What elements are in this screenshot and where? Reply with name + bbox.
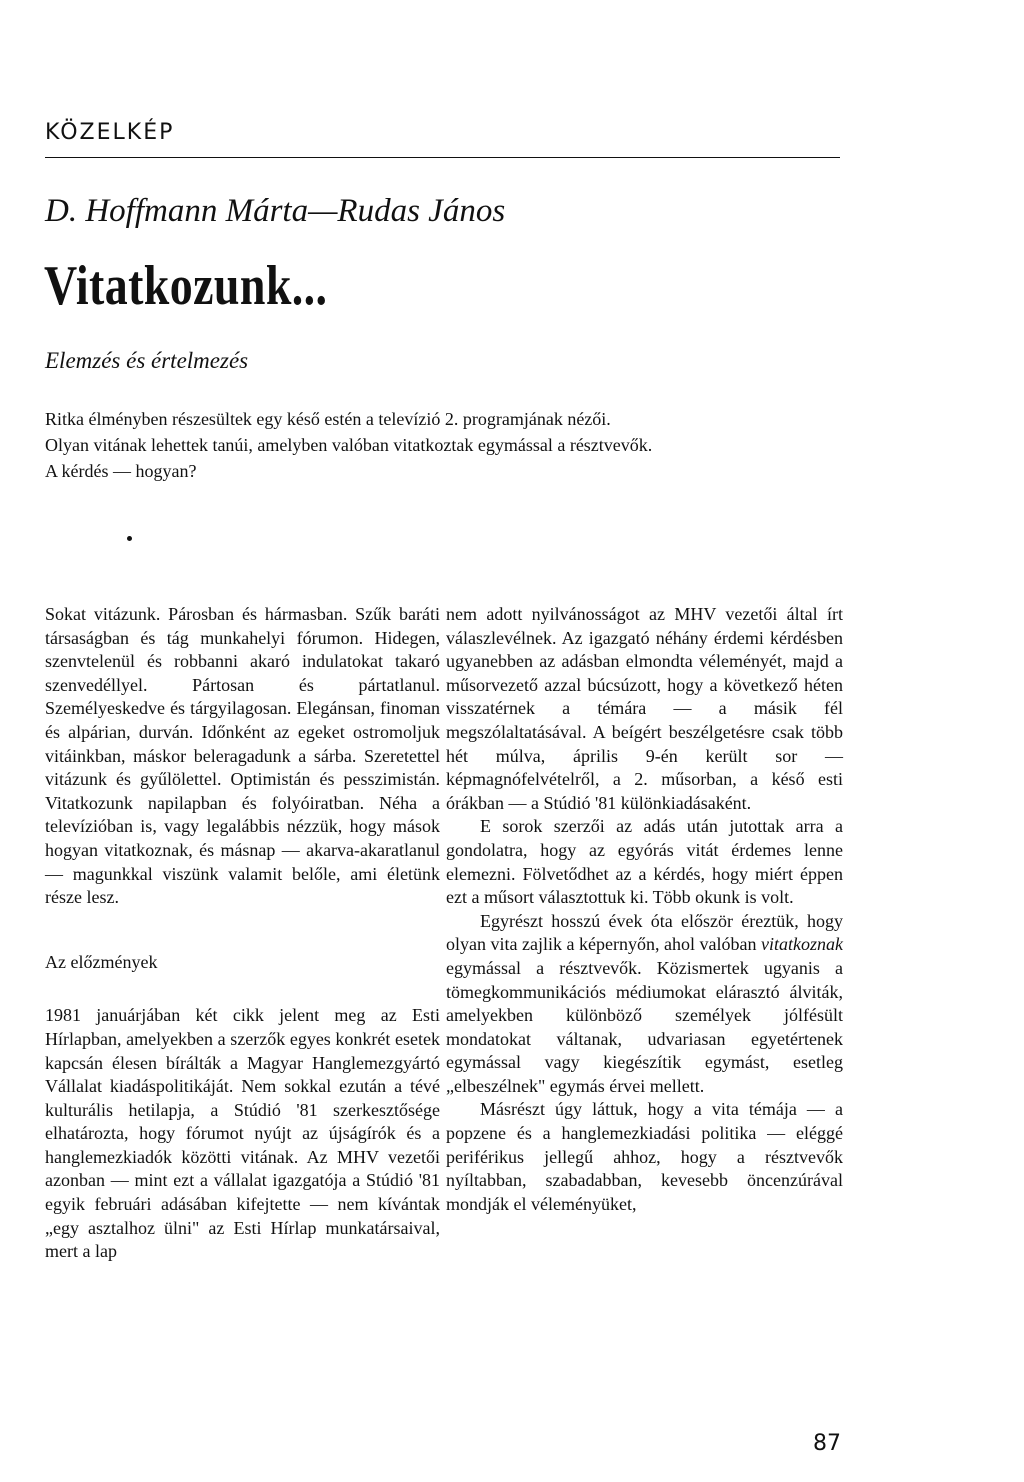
body-paragraph: 1981 januárjában két cikk jelent meg az Esti Hírlapban, amelyekben a szerzők egyes konkrét esetek kapcsán élesen bírálták a Magyar Hanglemezgyártó Vállalat kiadáspolitikáját. Nem sokkal ezután a tévé kulturális hetilapja, a Stúdió '81 szerkesztősége elhatározta, hogy fórumot nyújt az újságírók és a hanglemezkiadók közötti vitának. Az MHV vezetői azonban — mint ezt a vállalat igazgatója a Stúdió '81 egyik februári adásában kifejtette — nem kívántak „egy asztalhoz ülni" az Esti Hírlap munkatársaival, mert a lap xyxy=(45,1005,440,1262)
right-column xyxy=(446,603,843,1216)
left-column xyxy=(45,603,440,1264)
page-number: 87 xyxy=(813,1431,841,1456)
emphasized-word: vitatkoznak xyxy=(761,934,843,955)
text-run: Egyrészt hosszú évek óta először éreztük, hogy olyan vita zajlik a képernyőn, ahol valóban xyxy=(446,910,843,955)
lead-line: Ritka élményben részesültek egy késő estén a televízió 2. programjának nézői. xyxy=(45,409,611,429)
article-lead xyxy=(45,406,845,484)
section-separator-dot xyxy=(127,536,132,541)
body-paragraph: nem adott nyilvánosságot az MHV vezetői által írt válaszlevélnek. Az igazgató néhány érdemi kérdésben ugyanebben az adásban elmondta véleményét, majd a műsorvezető azzal búcsúzott, hogy a következő héten visszatérnek a témára — a másik fél megszólaltatásával. A beígért beszélgetésre csak több hét múlva, április 9-én került sor — képmagnófelvételről, a 2. műsorban, a késő esti órákban — a Stúdió '81 különkiadásaként. xyxy=(446,604,843,813)
section-subheading: Az előzmények xyxy=(45,951,158,972)
body-paragraph: Másrészt úgy láttuk, hogy a vita témája — a popzene és a hanglemezkiadási politika — eléggé periférikus jellegű ahhoz, hogy a résztvevők nyíltabban, szabadabban, kevesebb öncenzúrával mondják el véleményüket, xyxy=(446,1099,843,1214)
body-paragraph: E sorok szerzői az adás után jutottak arra a gondolatra, hogy az egyórás vitát érdemes lenne elemezni. Fölvetődhet az a kérdés, hogy miért éppen ezt a műsort választottuk ki. Több okunk is volt. xyxy=(446,816,843,908)
intro-paragraph: Sokat vitázunk. Párosban és hármasban. Szűk baráti társaságban és tág munkahelyi fórumon. Hidegen, szenvtelenül és robbanni akaró indulatokat takaró szenvedéllyel. Pártosan és pártatlanul. Személyeskedve és tárgyilagosan. Elegánsan, finoman és alpárian, durván. Időnként az egeket ostromoljuk vitáinkban, máskor beleragadunk a sárba. Szeretettel vitázunk és gyűlölettel. Optimistán és pesszimistán. Vitatkozunk napilapban és folyóiratban. Néha a televízióban is, vagy legalábbis nézzük, hogy mások hogyan vitatkoznak, és másnap — akarva-akaratlanul — magunkkal viszünk valamit belőle, ami életünk része lesz. xyxy=(45,604,440,908)
text-run: egymással a résztvevők. Közismertek ugyanis a tömegkommunikációs médiumokat elárasztó álviták, amelyekben különböző személyek jólfésült mondatokat váltanak, udvariasan egyetértenek egymással vagy kiegészítik egymást, esetleg „elbeszélnek" egymás érvei mellett. xyxy=(446,957,843,1096)
header-rule xyxy=(45,157,840,158)
lead-line: A kérdés — hogyan? xyxy=(45,461,197,481)
lead-line: Olyan vitának lehettek tanúi, amelyben valóban vitatkoztak egymással a résztvevők. xyxy=(45,435,653,455)
article-authors: D. Hoffmann Márta—Rudas János xyxy=(45,193,506,229)
article-subtitle: Elemzés és értelmezés xyxy=(45,348,249,373)
section-label: KÖZELKÉP xyxy=(45,120,175,145)
article-title: Vitatkozunk... xyxy=(44,255,328,317)
body-paragraph xyxy=(446,910,843,1099)
